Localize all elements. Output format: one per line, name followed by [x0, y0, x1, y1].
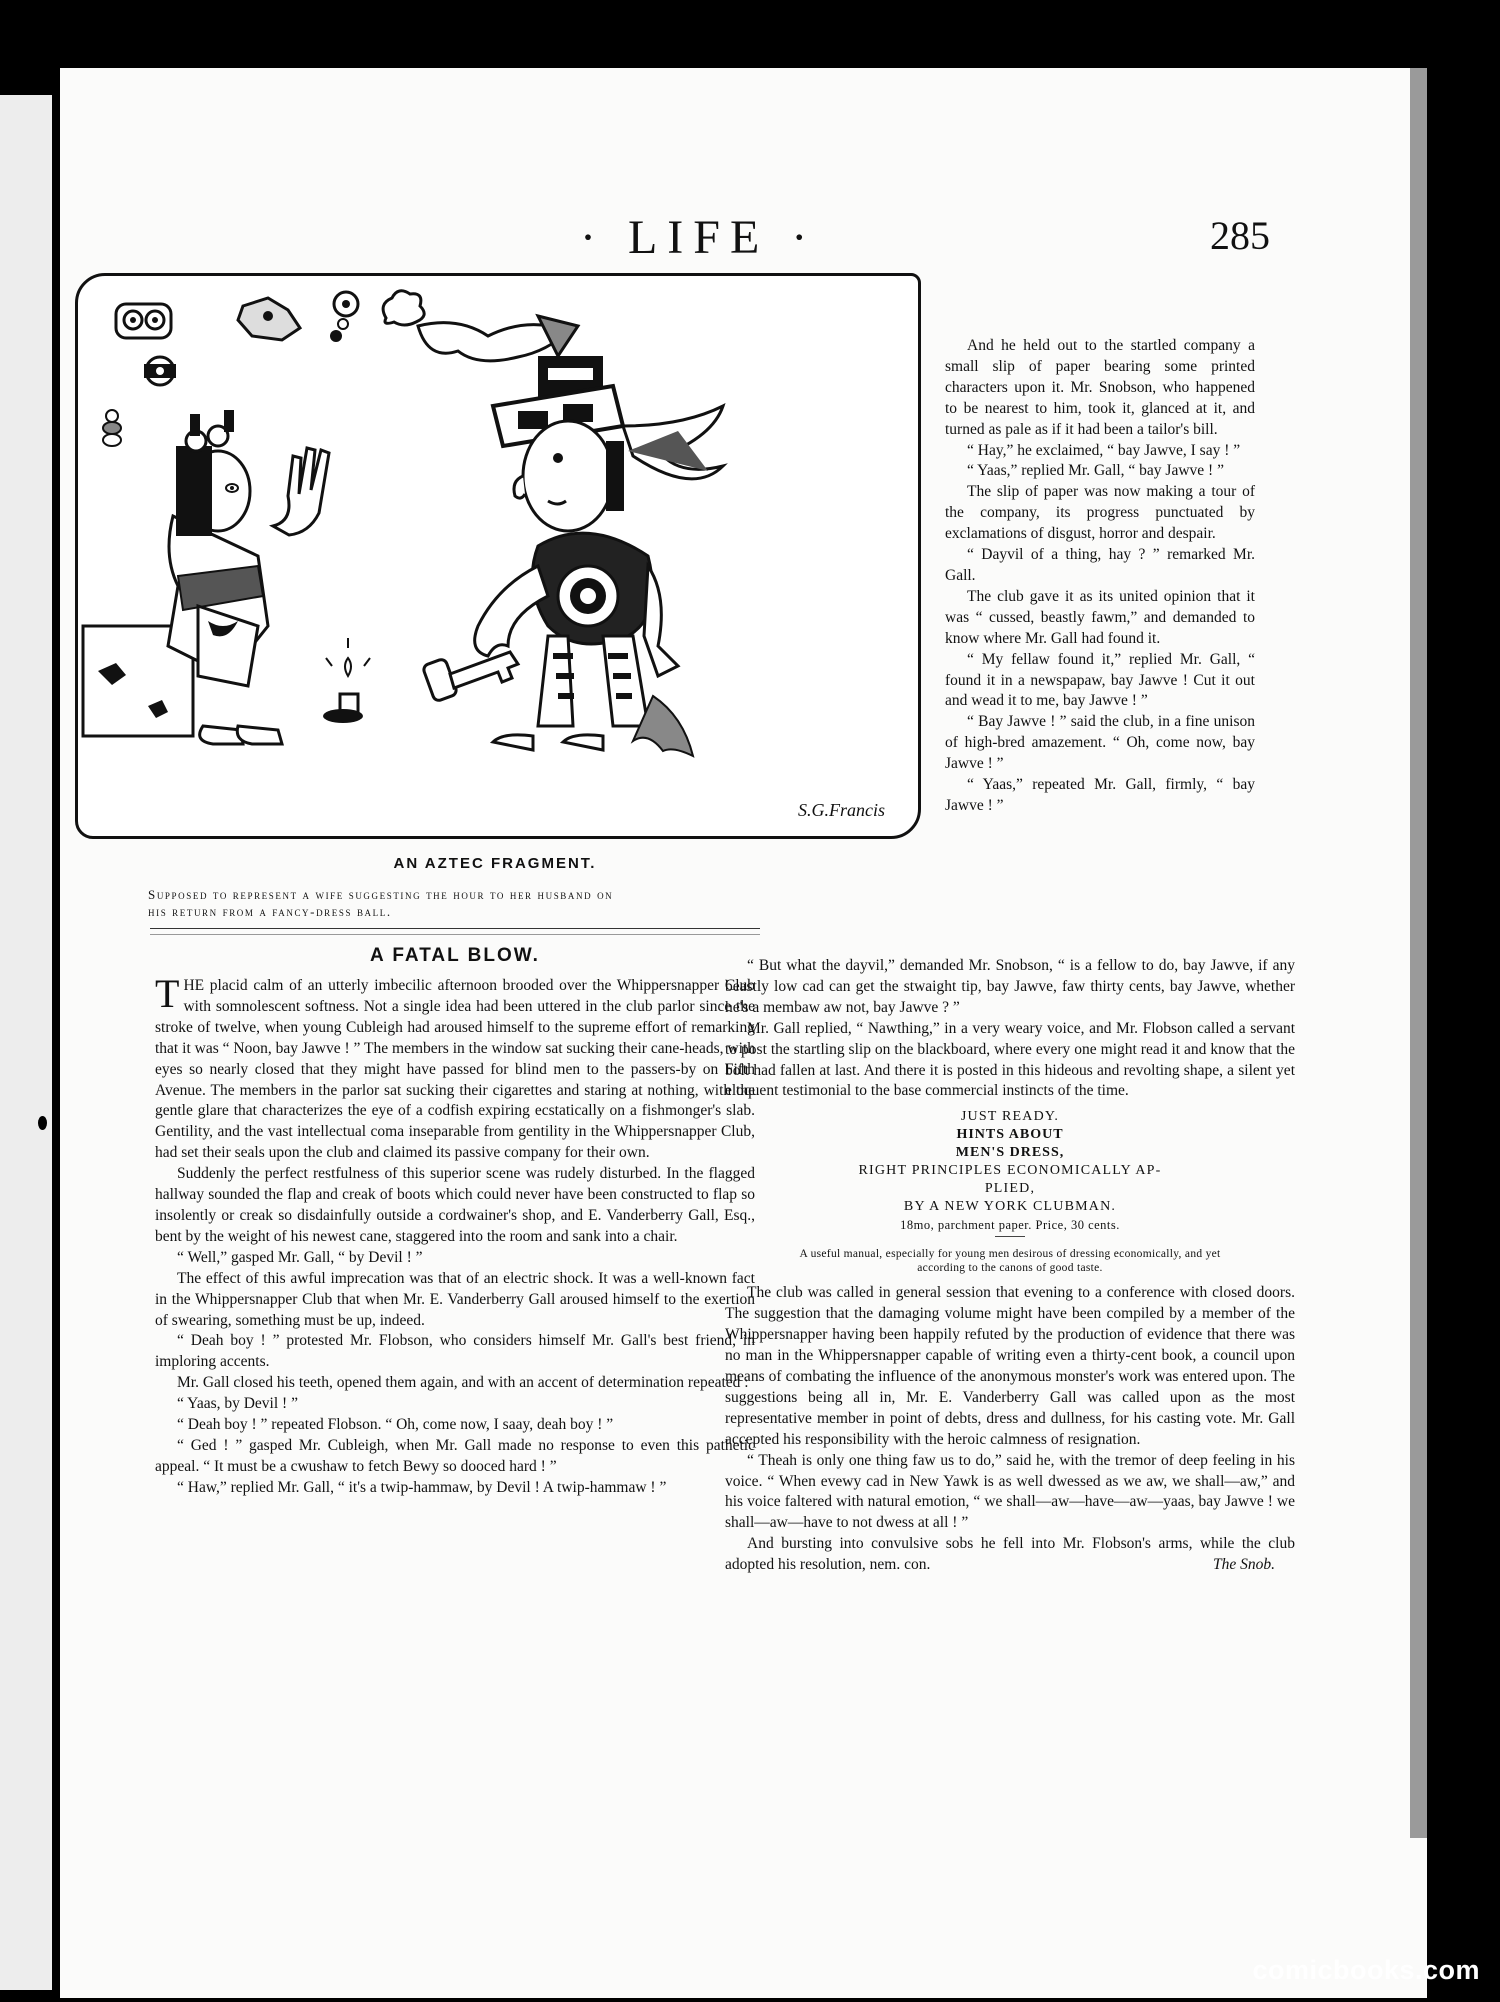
- key-icon: [422, 652, 518, 702]
- magazine-page: [60, 68, 1427, 1998]
- husband-figure: [418, 316, 723, 756]
- page-header: [60, 210, 1427, 280]
- section-divider-thin: [150, 934, 760, 935]
- author-signature: The Snob.: [1213, 1556, 1275, 1574]
- cloud-glyph-icon: [383, 291, 424, 325]
- wife-figure: [83, 410, 329, 744]
- ad-line: HINTS ABOUT: [956, 1127, 1064, 1143]
- article-paragraph: And bursting into convulsive sobs he fell into Mr. Flobson's arms, while the club adopted his resolution, nem. con. The Snob.: [725, 1534, 1295, 1576]
- article-paragraph: “ Yaas,” repeated Mr. Gall, firmly, “ bay Jawve ! ”: [945, 776, 1255, 814]
- article-paragraph: The effect of this awful imprecation was that of an electric shock. It was a well-known fact in the Whippersnapper Club that when Mr. E. Vanderberry Gall aroused himself to the exertion of swearing, something must be up, indeed.: [155, 1269, 755, 1329]
- article-paragraph: “ My fellaw found it,” replied Mr. Gall, “ found it in a newspapaw, bay Jawve ! Cut it out and wead it to me, bay Jawve ! ”: [945, 650, 1255, 710]
- article-column-right: [725, 956, 1295, 1576]
- article-paragraph: The club was called in general session that evening to a conference with closed doors. The suggestion that the damaging volume might have been compiled by a member of the Whippersnapper having been happily refuted by the production of evidence that there was no man in the Whippersnapper capable of writing even a thirty-cent book, a council upon means of combating the influence of the anonymous monster's work was entered upon. The suggestions being all in, Mr. E. Vanderberry Gall was called upon as the most representative member in point of debts, dress and dullness, for his casting vote. Mr. Gall accepted his responsibility with the heroic calmness of resignation.: [725, 1284, 1295, 1448]
- page-number: 285: [1210, 213, 1270, 258]
- article-column-left: [155, 971, 755, 1499]
- ad-line: 18mo, parchment paper. Price, 30 cents.: [900, 1218, 1120, 1233]
- ad-line: JUST READY.: [960, 1109, 1060, 1125]
- article-paragraph: “ Deah boy ! ” protested Mr. Flobson, who considers himself Mr. Gall's best friend, in imploring accents.: [155, 1332, 755, 1371]
- article-paragraph: “ Bay Jawve ! ” said the club, in a fine unison of high-bred amazement. “ Oh, come now, bay Jawve ! ”: [945, 713, 1255, 773]
- article-paragraph: “ Yaas,” replied Mr. Gall, “ bay Jawve ! ”: [967, 462, 1224, 480]
- article-paragraph: Mr. Gall replied, “ Nawthing,” in a very weary voice, and Mr. Flobson called a servant to post the startling slip on the blackboard, where every one might read it and know that the bolt had fallen at last. And there it is posted in this hideous and revolting shape, a silent yet eloquent testimonial to the base commercial instincts of the time.: [725, 1019, 1295, 1100]
- ad-line: BY A NEW YORK CLUBMAN.: [903, 1199, 1117, 1215]
- candle-icon: [323, 638, 370, 723]
- article-paragraph: And he held out to the startled company a small slip of paper bearing some printed characters upon it. Mr. Snobson, who happened to be nearest to him, took it, glanced at it, and turned as pale as if it had been a tailor's bill.: [945, 337, 1255, 438]
- watermark: comicbooks.com: [1252, 1955, 1480, 1985]
- article-paragraph: The club gave it as its united opinion that it was “ cussed, beastly fawm,” and demanded to know where Mr. Gall had found it.: [945, 587, 1255, 647]
- owl-glyph-icon: [116, 304, 171, 338]
- article-paragraph: “ Well,” gasped Mr. Gall, “ by Devil ! ”: [177, 1248, 423, 1266]
- ad-description: A useful manual, especially for young men desirous of dressing economically, and yet according to the canons of good taste.: [799, 1248, 1221, 1275]
- caption-title: AN AZTEC FRAGMENT.: [393, 855, 597, 872]
- article-paragraph: “ Hay,” he exclaimed, “ bay Jawve, I say ! ”: [967, 441, 1241, 459]
- article-paragraph: “ Dayvil of a thing, hay ? ” remarked Mr. Gall.: [945, 546, 1255, 584]
- ad-divider: [995, 1236, 1025, 1237]
- article-paragraph: Suddenly the perfect restfulness of this superior scene was rudely disturbed. In the flagged hallway sounded the flap and creak of boots which could never have been constructed to flap so insolently or creak so disdainfully outside a cordwainer's shop, and E. Vanderberry Gall, Esq., bent by the weight of his newest cane, staggered into the room and sank into a chair.: [155, 1165, 755, 1245]
- article-paragraph: Mr. Gall closed his teeth, opened them again, and with an accent of determination repeated :: [177, 1374, 749, 1392]
- drop-cap: T: [155, 971, 180, 1016]
- book-advertisement: [725, 1108, 1295, 1275]
- aztec-illustration: [75, 273, 921, 839]
- caption-subtitle: [148, 886, 908, 920]
- page-edge-shadow: [1410, 68, 1427, 1838]
- dots-glyph-icon: [103, 410, 121, 446]
- aztec-drawing: [78, 276, 918, 836]
- beast-glyph-icon: [238, 298, 300, 340]
- ad-line: PLIED,: [984, 1181, 1036, 1197]
- artist-signature: S.G.Francis: [798, 800, 885, 820]
- scan-blemish: [38, 1116, 47, 1130]
- section-divider: [150, 928, 760, 929]
- caption-subtitle-line2: his return from a fancy-dress ball.: [148, 904, 392, 919]
- ad-line: MEN'S DRESS,: [955, 1145, 1065, 1161]
- article-title: A FATAL BLOW.: [370, 945, 540, 966]
- article-paragraph: “ Ged ! ” gasped Mr. Cubleigh, when Mr. Gall made no response to even this pathetic appeal. “ It must be a cwushaw to fetch Bewy so dooced hard ! ”: [155, 1436, 755, 1475]
- article-column-right-top: [945, 336, 1255, 817]
- flower-glyph-icon: [144, 357, 176, 385]
- article-paragraph: The slip of paper was now making a tour of the company, its progress punctuated by exclamations of disgust, horror and despair.: [945, 483, 1255, 543]
- article-paragraph: “ But what the dayvil,” demanded Mr. Snobson, “ is a fellow to do, bay Jawve, if any beastly low cad can get the stwaight tip, bay Jawve, faw thirty cents, bay Jawve, whether he's a membaw aw not, bay Jawve ? ”: [725, 957, 1295, 1016]
- article-paragraph: “ Yaas, by Devil ! ”: [177, 1395, 298, 1413]
- article-paragraph: “ Theah is only one thing faw us to do,” said he, with the tremor of deep feeling in his voice. “ When evewy cad in New Yawk is as well dwessed as we aw, we shall—aw,” and his voice faltered with natural emotion, “ we shall—aw—have—aw—yaas, bay Jawve ! we shall—aw—have to not dwess at all ! ”: [725, 1451, 1295, 1532]
- magazine-title: · LIFE ·: [580, 211, 818, 264]
- article-paragraph: “ Haw,” replied Mr. Gall, “ it's a twip-hammaw, by Devil ! A twip-hammaw ! ”: [177, 1478, 667, 1496]
- article-paragraph: “ Deah boy ! ” repeated Flobson. “ Oh, come now, I saay, deah boy ! ”: [177, 1416, 614, 1434]
- target-glyph-icon: [330, 292, 358, 342]
- previous-page-edge: [0, 95, 52, 1990]
- caption-subtitle-line1: Supposed to represent a wife suggesting the hour to her husband on: [148, 887, 614, 902]
- ad-line: RIGHT PRINCIPLES ECONOMICALLY AP-: [858, 1163, 1162, 1179]
- article-paragraph: THE placid calm of an utterly imbecilic afternoon brooded over the Whippersnapper Club with somnolescent softness. Not a single idea had been uttered in the club parlor since the stroke of twelve, when young Cubleigh had aroused himself to the supreme effort of remarking that it was “ Noon, bay Jawve ! ” The members in the window sat sucking their cane-heads, with eyes so nearly closed that they might have passed for blind men to the passers-by on Fifth Avenue. The members in the parlor sat sucking their cigarettes and staring at nothing, with the gentle glare that characterizes the eye of a codfish expiring ecstatically on a fishmonger's slab. Gentility, and the vast intellectual coma inseparable from gentility in the Whippersnapper Club, had set their seals upon the club and claimed its passive company for their own.: [155, 971, 755, 1162]
